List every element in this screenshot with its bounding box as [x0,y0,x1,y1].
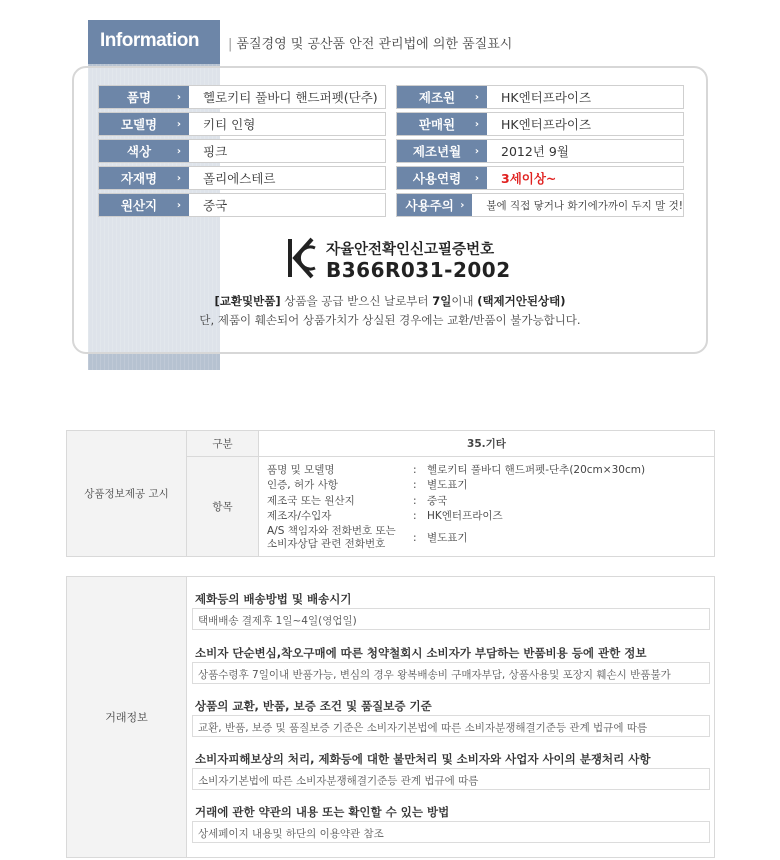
item-row: 품명 및 모델명 : 헬로키티 풀바디 핸드퍼펫-단추(20cm×30cm) [267,463,646,476]
info-subtitle: | 품질경영 및 공산품 안전 관리법에 의한 품질표시 [228,37,513,52]
arrow-icon: › [474,172,479,184]
info-value: 폴리에스테르 [203,171,276,186]
info-label: 사용주의 › [397,194,472,216]
info-value: 불에 직접 닿거나 화기에가까이 두지 말 것! [486,199,683,212]
trade-section-content: 상세페이지 내용및 하단의 이용약관 참조 [192,821,710,843]
arrow-icon: › [176,118,181,130]
info-row-manufactured-date [396,139,684,163]
info-label: 품명 › [99,86,189,108]
trade-section-title: 거래에 관한 약관의 내용 또는 확인할 수 있는 방법 [195,805,450,819]
info-subtitle-text: 품질경영 및 공산품 안전 관리법에 의한 품질표시 [236,37,513,52]
kc-number: B366R031-2002 [326,258,511,282]
trade-section-content: 택배배송 결제후 1일~4일(영업일) [192,608,710,630]
trade-info-section [66,576,715,858]
trade-section-content: 교환, 반품, 보증 및 품질보증 기준은 소비자기본법에 따른 소비자분쟁해결기준등 관계 법규에 따름 [192,715,710,737]
info-row-color [98,139,386,163]
info-value: 2012년 9월 [501,144,569,159]
info-tab-title: Information [88,20,220,64]
item-row: 제조국 또는 원산지 : 중국 [267,494,448,507]
info-row-model [98,112,386,136]
info-row-manufacturer [396,85,684,109]
product-info-table [66,430,715,557]
trade-section-title: 제화등의 배송방법 및 배송시기 [195,592,352,606]
trade-section-content: 소비자기본법에 따른 소비자분쟁해결기준등 관계 법규에 따름 [192,768,710,790]
info-label: 자재명 › [99,167,189,189]
info-value-age: 3세이상~ [501,171,557,186]
info-label: 모델명 › [99,113,189,135]
info-row-seller [396,112,684,136]
item-row: 제조자/수입자 : HK엔터프라이즈 [267,510,503,522]
info-value: 키티 인형 [203,117,256,132]
info-value: HK엔터프라이즈 [501,90,592,105]
info-row-age [396,166,684,190]
trade-section-title: 상품의 교환, 반품, 보증 조건 및 품질보증 기준 [195,699,432,713]
info-value: 중국 [203,198,228,213]
arrow-icon: › [474,91,479,103]
arrow-icon: › [474,145,479,157]
arrow-icon: › [474,118,479,130]
trade-section-content: 상품수령후 7일이내 반품가능, 변심의 경우 왕복배송비 구매자부담, 상품사용및 포장지 훼손시 반품불가 [192,662,710,684]
info-label: 사용연령 › [397,167,487,189]
info-row-origin [98,193,386,217]
trade-info-side-label: 거래정보 [67,577,187,857]
arrow-icon: › [176,172,181,184]
exchange-notice: [교환및반품] 상품을 공급 받으신 날로부터 7일이내 (택제거안된상태) [214,294,566,308]
arrow-icon: › [176,199,181,211]
info-value: 핑크 [203,144,228,159]
info-value: 헬로키티 풀바디 핸드퍼펫(단추) [203,90,378,105]
info-label: 제조년월 › [397,140,487,162]
category-value: 35.기타 [259,431,715,457]
kc-certification-icon [286,236,318,280]
items-list [259,457,715,557]
info-row-material [98,166,386,190]
info-label: 판매원 › [397,113,487,135]
arrow-icon: › [460,199,465,211]
item-row: A/S 책임자와 전화번호 또는 소비자상담 관련 전화번호 : 별도표기 [267,524,468,550]
arrow-icon: › [176,91,181,103]
category-label: 구분 [187,431,259,457]
items-label: 항목 [187,457,259,557]
item-row: 인증, 허가 사항 : 별도표기 [267,479,468,491]
trade-section-title: 소비자피해보상의 처리, 제화등에 대한 불만처리 및 소비자와 사업자 사이의 분쟁처리 사항 [195,752,651,766]
kc-title: 자율안전확인신고필증번호 [326,242,495,258]
exchange-notice-condition: 단, 제품이 훼손되어 상품가치가 상실된 경우에는 교환/반품이 불가능합니다. [199,313,581,327]
info-label: 원산지 › [99,194,189,216]
info-label: 제조원 › [397,86,487,108]
info-row-product-name [98,85,386,109]
info-row-caution [396,193,684,217]
info-value: HK엔터프라이즈 [501,117,592,132]
info-label: 색상 › [99,140,189,162]
arrow-icon: › [176,145,181,157]
trade-section-title: 소비자 단순변심,착오구매에 따른 청약철회시 소비자가 부담하는 반품비용 등에 관한 정보 [195,646,647,660]
product-info-side-label: 상품정보제공 고시 [67,431,187,557]
